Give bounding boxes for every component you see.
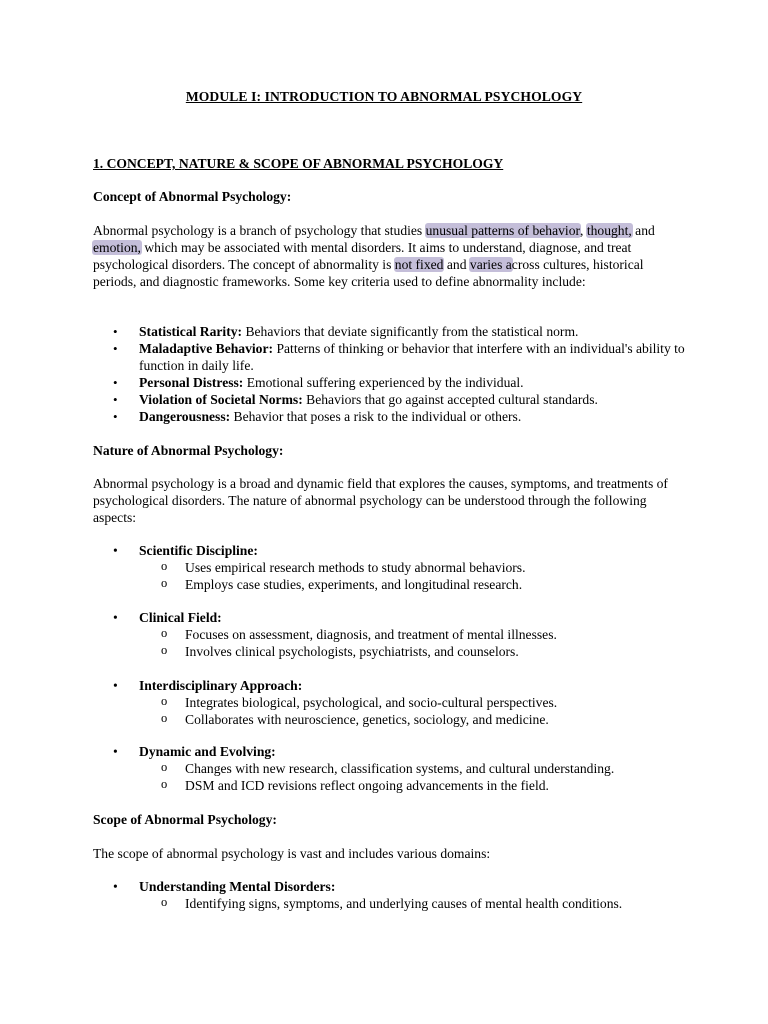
concept-paragraph: Abnormal psychology is a branch of psychology that studies unusual patterns of behavior, thought, and emotion, which may be associated with mental disorders. It aims to understand, diagnose, and treat psychological disorders. The concept of abnormality is not fixed and varies across cultures, historical periods, and diagnostic frameworks. Some key criteria used to define abnormality include: — [93, 223, 655, 289]
highlight-unusual-patterns: unusual patterns of behavior — [425, 223, 581, 238]
list-item: o DSM and ICD revisions reflect ongoing advancements in the field. — [93, 777, 713, 794]
highlight-thought: thought, — [586, 223, 632, 238]
nature-group-scientific: • Scientific Discipline: o Uses empirical research methods to study abnormal behaviors. o Employs case studies, experiments, and longitudinal research. — [93, 542, 713, 593]
criteria-list — [93, 323, 693, 425]
nature-group-dynamic: • Dynamic and Evolving: o Changes with new research, classification systems, and cultural understanding. o DSM and ICD revisions reflect ongoing advancements in the field. — [93, 743, 713, 794]
list-item: o Uses empirical research methods to study abnormal behaviors. — [93, 559, 713, 576]
list-item: o Involves clinical psychologists, psychiatrists, and counselors. — [93, 643, 713, 660]
list-item: • Violation of Societal Norms: Behaviors that go against accepted cultural standards. — [93, 391, 693, 408]
section-title: 1. CONCEPT, NATURE & SCOPE OF ABNORMAL PSYCHOLOGY — [93, 156, 504, 171]
module-title: MODULE I: INTRODUCTION TO ABNORMAL PSYCHOLOGY — [185, 89, 583, 104]
concept-heading: Concept of Abnormal Psychology: — [93, 189, 292, 204]
nature-heading: Nature of Abnormal Psychology: — [93, 443, 284, 458]
nature-intro: Abnormal psychology is a broad and dynamic field that explores the causes, symptoms, and treatments of psychological disorders. The nature of abnormal psychology can be understood through the following aspects: — [93, 476, 668, 525]
list-item: • Maladaptive Behavior: Patterns of thinking or behavior that interfere with an individual's ability to function in daily life. — [93, 340, 693, 374]
highlight-varies: varies a — [469, 257, 512, 272]
nature-group-clinical: • Clinical Field: o Focuses on assessment, diagnosis, and treatment of mental illnesses. o Involves clinical psychologists, psychiatrists, and counselors. — [93, 609, 713, 660]
nature-group-interdisciplinary: • Interdisciplinary Approach: o Integrates biological, psychological, and socio-cultural perspectives. o Collaborates with neuroscience, genetics, sociology, and medicine. — [93, 677, 713, 728]
list-item: • Dangerousness: Behavior that poses a risk to the individual or others. — [93, 408, 693, 425]
list-item: • Personal Distress: Emotional suffering experienced by the individual. — [93, 374, 693, 391]
scope-intro: The scope of abnormal psychology is vast and includes various domains: — [93, 846, 491, 861]
list-item: o Identifying signs, symptoms, and underlying causes of mental health conditions. — [93, 895, 633, 912]
list-item: o Changes with new research, classification systems, and cultural understanding. — [93, 760, 713, 777]
list-item: o Focuses on assessment, diagnosis, and treatment of mental illnesses. — [93, 626, 713, 643]
list-item: • Statistical Rarity: Behaviors that deviate significantly from the statistical norm. — [93, 323, 693, 340]
highlight-not-fixed: not fixed — [394, 257, 444, 272]
list-item: o Integrates biological, psychological, and socio-cultural perspectives. — [93, 694, 713, 711]
list-item: o Collaborates with neuroscience, genetics, sociology, and medicine. — [93, 711, 713, 728]
list-item: o Employs case studies, experiments, and longitudinal research. — [93, 576, 713, 593]
scope-group-understanding: • Understanding Mental Disorders: o Identifying signs, symptoms, and underlying causes of mental health conditions. — [93, 878, 633, 912]
scope-heading: Scope of Abnormal Psychology: — [93, 812, 277, 827]
highlight-emotion: emotion, — [93, 240, 141, 255]
